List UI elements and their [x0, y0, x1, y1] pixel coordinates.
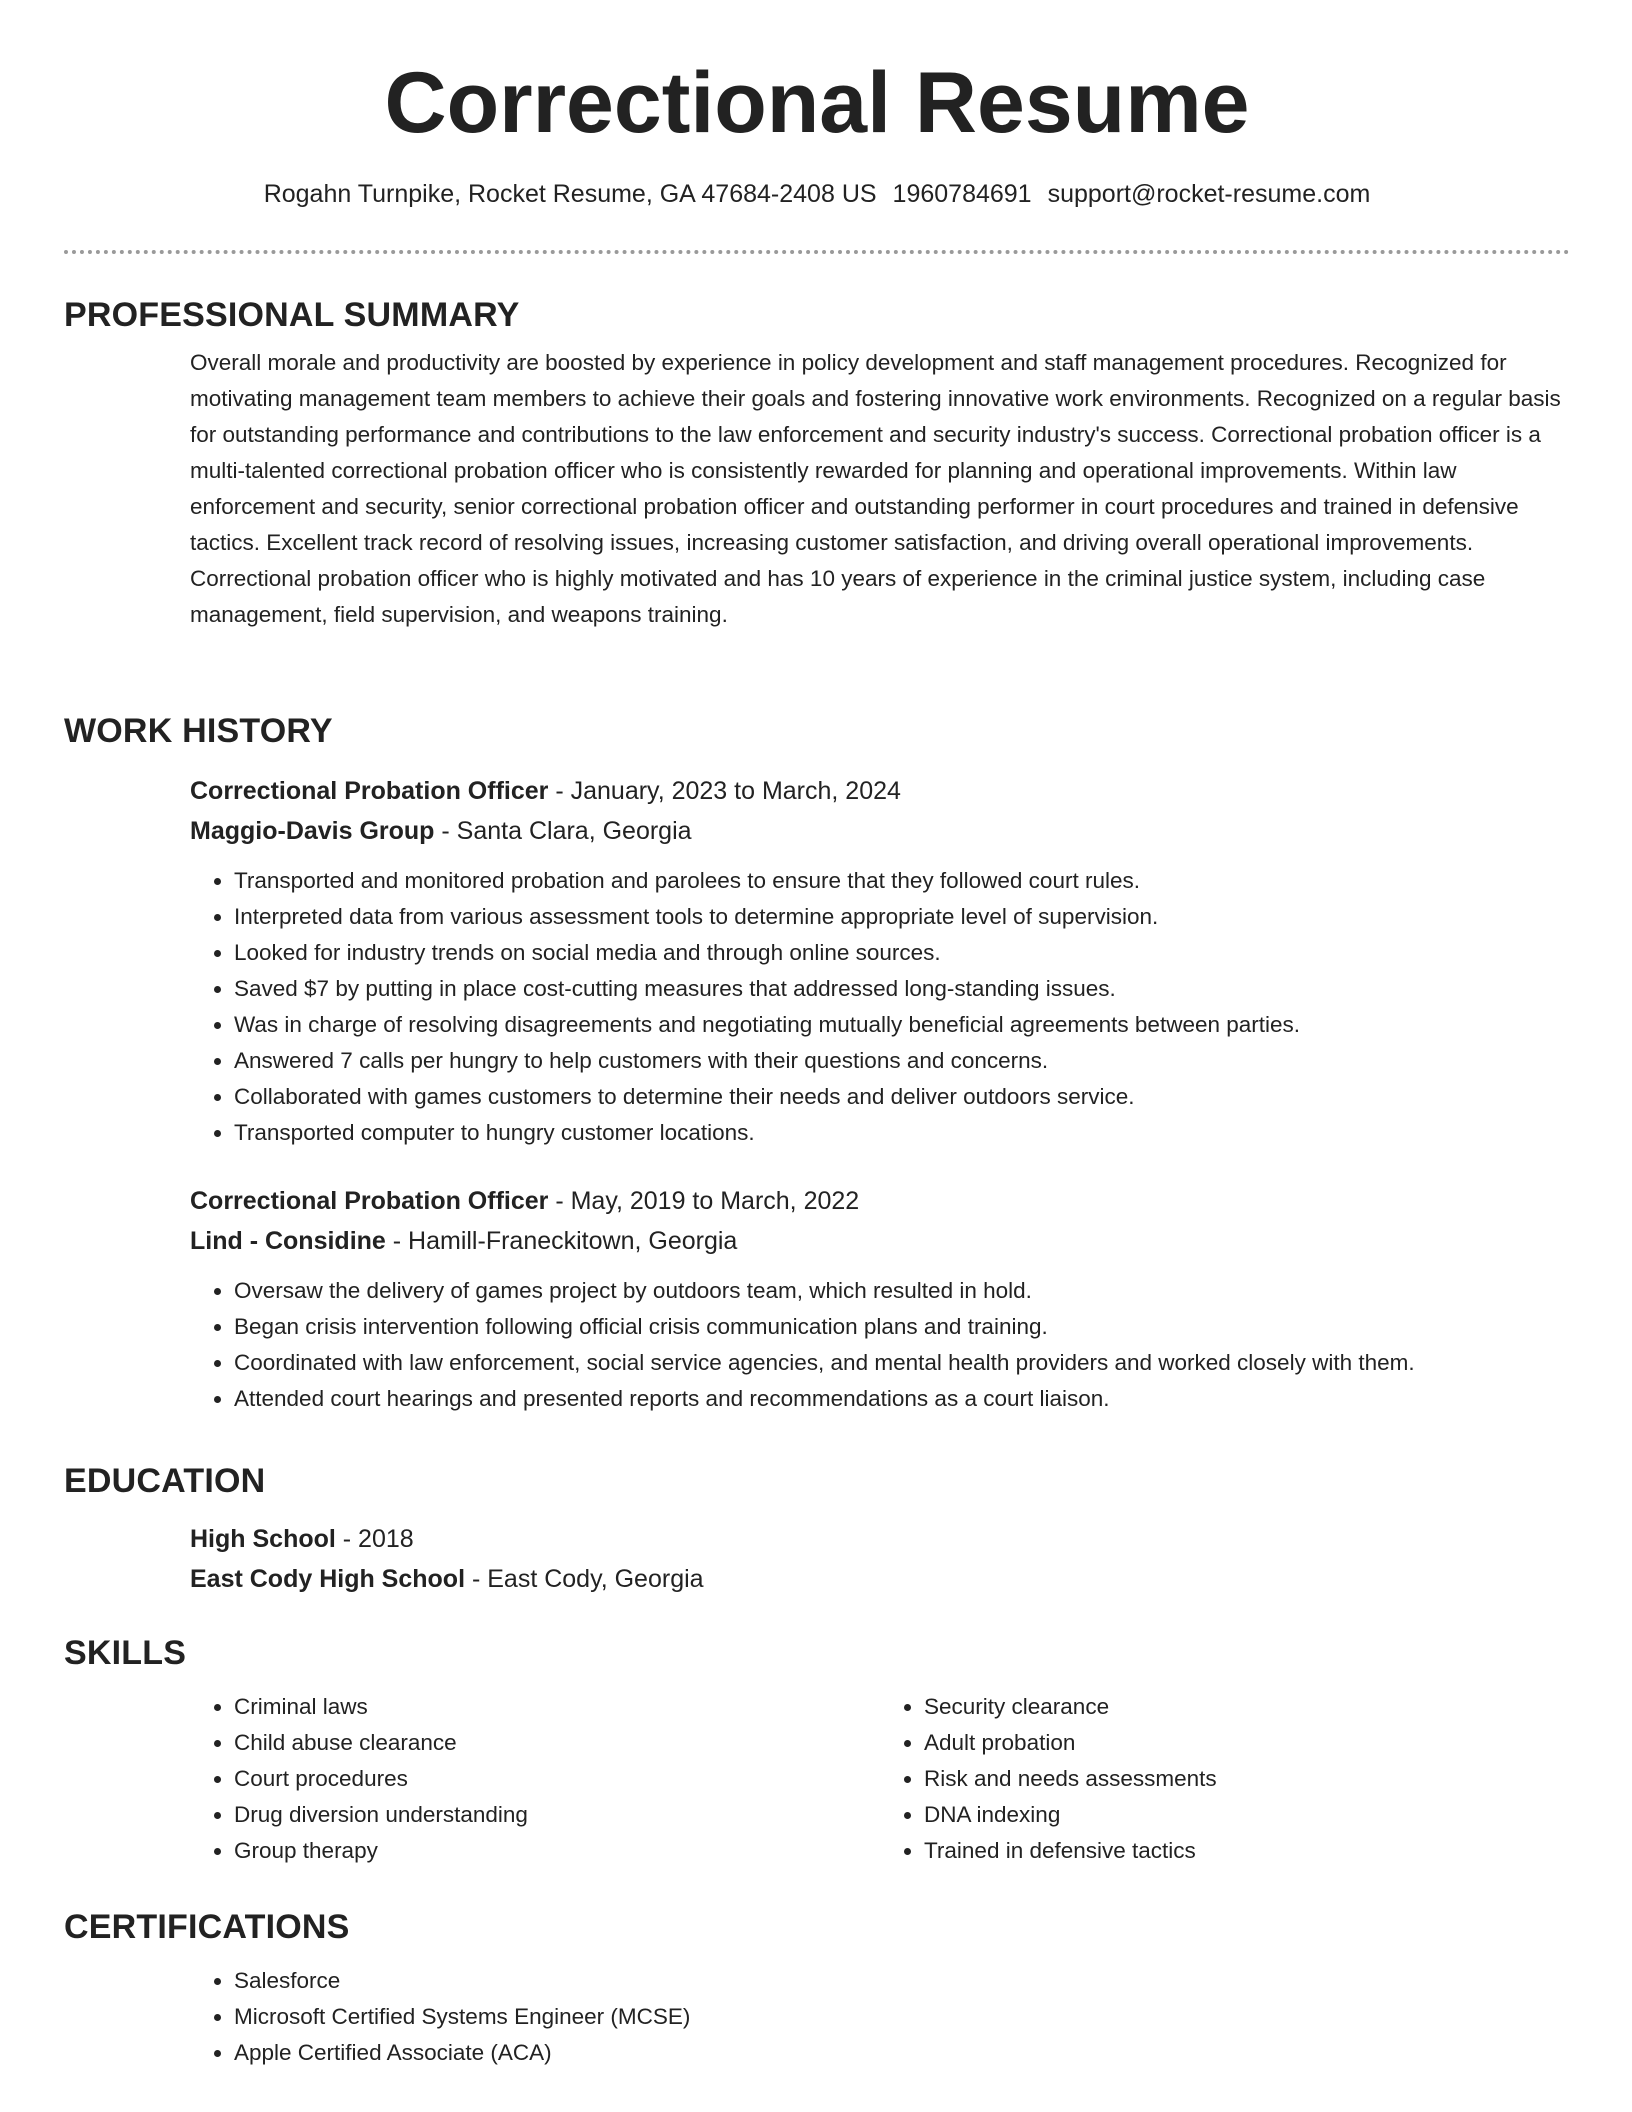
- contact-address: Rogahn Turnpike, Rocket Resume, GA 47684-2408 US: [263, 180, 877, 208]
- job-title: Correctional Probation Officer: [190, 777, 549, 805]
- job-bullets: [190, 1273, 1570, 1417]
- job-bullets: [190, 863, 1570, 1151]
- list-item: • Saved $7 by putting in place cost-cutting measures that addressed long-standing issues.: [234, 971, 1570, 1007]
- education-school: East Cody High School: [190, 1565, 466, 1593]
- header-divider: [64, 250, 1570, 254]
- list-item: • Drug diversion understanding: [234, 1797, 880, 1833]
- job-dates: - January, 2023 to March, 2024: [548, 777, 901, 805]
- list-item: • Was in charge of resolving disagreements and negotiating mutually beneficial agreements between parties.: [234, 1007, 1570, 1043]
- certifications-list: [190, 1963, 1570, 2071]
- job-location: - Hamill-Franeckitown, Georgia: [385, 1227, 738, 1255]
- skills-list-right: [880, 1689, 1570, 1869]
- list-item: • Apple Certified Associate (ACA): [234, 2035, 1570, 2071]
- education-degree: High School: [190, 1525, 336, 1553]
- contact-phone: 1960784691: [892, 180, 1032, 208]
- skills-list-left: [190, 1689, 880, 1869]
- list-item: • Salesforce: [234, 1963, 1570, 1999]
- contact-line: [64, 180, 1570, 209]
- list-item: • Risk and needs assessments: [924, 1761, 1570, 1797]
- job-title-line: [190, 1181, 1570, 1221]
- education-school-line: [190, 1559, 1570, 1599]
- list-item: • Answered 7 calls per hungry to help customers with their questions and concerns.: [234, 1043, 1570, 1079]
- education-degree-line: [190, 1519, 1570, 1559]
- education-location: - East Cody, Georgia: [465, 1565, 704, 1593]
- list-item: • DNA indexing: [924, 1797, 1570, 1833]
- resume-title: Correctional Resume: [384, 55, 1250, 151]
- summary-text: Overall morale and productivity are boosted by experience in policy development and staff management procedures. Recognized for motivating management team members to achieve their goals and fostering innovative work environments. Recognized on a regular basis for outstanding performance and contributions to the law enforcement and security industry's success. Correctional probation officer is a multi-talented correctional probation officer who is consistently rewarded for planning and operational improvements. Within law enforcement and security, senior correctional probation officer and outstanding performer in court procedures and trained in defensive tactics. Excellent track record of resolving issues, increasing customer satisfaction, and driving overall operational improvements. Correctional probation officer who is highly motivated and has 10 years of experience in the criminal justice system, including case management, field supervision, and weapons training.: [190, 350, 1561, 627]
- list-item: • Security clearance: [924, 1689, 1570, 1725]
- certifications-heading: CERTIFICATIONS: [64, 1908, 350, 1946]
- list-item: • Attended court hearings and presented reports and recommendations as a court liaison.: [234, 1381, 1570, 1417]
- education-section: [64, 1462, 1570, 1599]
- education-heading: EDUCATION: [64, 1462, 266, 1500]
- skills-section: [64, 1634, 1570, 1869]
- job-entry: [190, 1181, 1570, 1417]
- skills-heading: SKILLS: [64, 1634, 187, 1672]
- list-item: • Adult probation: [924, 1725, 1570, 1761]
- job-title: Correctional Probation Officer: [190, 1187, 549, 1215]
- job-location: - Santa Clara, Georgia: [434, 817, 692, 845]
- list-item: • Microsoft Certified Systems Engineer (MCSE): [234, 1999, 1570, 2035]
- job-company-line: [190, 811, 1570, 851]
- list-item: • Group therapy: [234, 1833, 880, 1869]
- contact-email[interactable]: support@rocket-resume.com: [1047, 180, 1371, 208]
- certifications-section: [64, 1908, 1570, 2071]
- summary-section: [64, 296, 1570, 633]
- list-item: • Transported computer to hungry customer locations.: [234, 1115, 1570, 1151]
- job-company-line: [190, 1221, 1570, 1261]
- list-item: • Coordinated with law enforcement, social service agencies, and mental health providers and worked closely with them.: [234, 1345, 1570, 1381]
- summary-heading: PROFESSIONAL SUMMARY: [64, 296, 520, 334]
- skills-columns: [190, 1689, 1570, 1869]
- job-company: Maggio-Davis Group: [190, 817, 435, 845]
- list-item: • Oversaw the delivery of games project by outdoors team, which resulted in hold.: [234, 1273, 1570, 1309]
- list-item: • Trained in defensive tactics: [924, 1833, 1570, 1869]
- job-entry: [190, 771, 1570, 1151]
- list-item: • Child abuse clearance: [234, 1725, 880, 1761]
- list-item: • Transported and monitored probation and parolees to ensure that they followed court rules.: [234, 863, 1570, 899]
- job-company: Lind - Considine: [190, 1227, 386, 1255]
- list-item: • Collaborated with games customers to determine their needs and deliver outdoors service.: [234, 1079, 1570, 1115]
- job-title-line: [190, 771, 1570, 811]
- work-history-heading: WORK HISTORY: [64, 712, 333, 750]
- list-item: • Criminal laws: [234, 1689, 880, 1725]
- work-history-section: [64, 712, 1570, 1417]
- education-year: - 2018: [335, 1525, 414, 1553]
- list-item: • Began crisis intervention following official crisis communication plans and training.: [234, 1309, 1570, 1345]
- list-item: • Looked for industry trends on social media and through online sources.: [234, 935, 1570, 971]
- job-dates: - May, 2019 to March, 2022: [548, 1187, 860, 1215]
- list-item: • Interpreted data from various assessment tools to determine appropriate level of supervision.: [234, 899, 1570, 935]
- list-item: • Court procedures: [234, 1761, 880, 1797]
